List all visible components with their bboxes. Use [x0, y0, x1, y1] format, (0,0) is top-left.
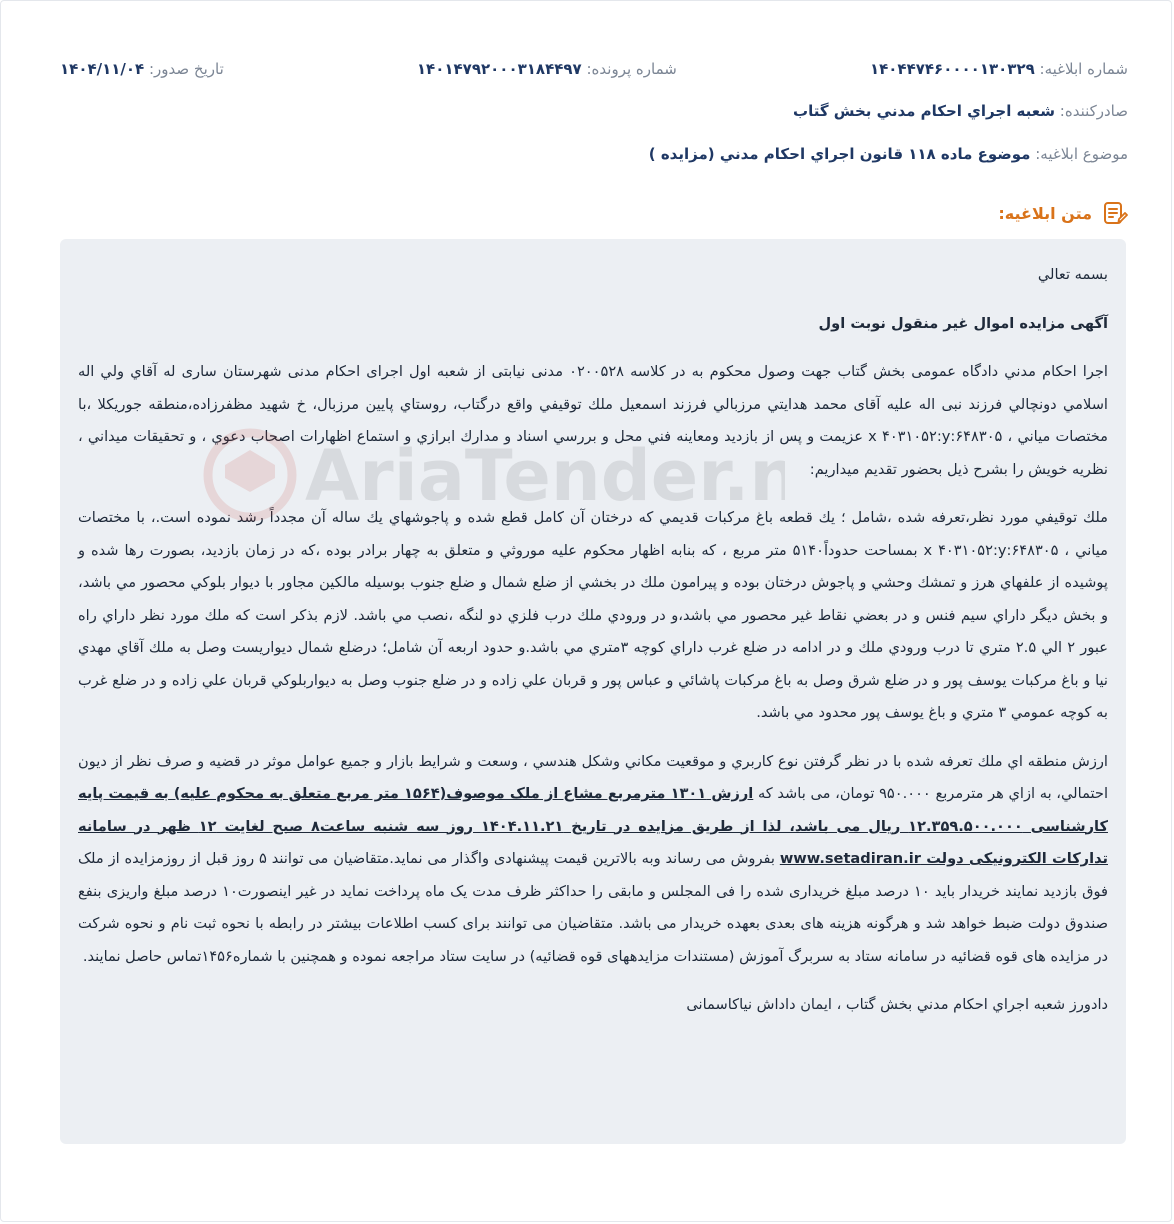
subject-row — [60, 142, 1128, 166]
auction-text-c: بفروش می رساند وبه بالاترین قیمت پیشنهادی واگذار می نماید.متقاضیان می توانند ۵ روز قبل از روزمزایده از ملک فوق بازدید نمایند خریدار باید ۱۰ درصد مبلغ خریداری شده را فی المجلس و مابقی را حداکثر ظرف مدت یک ماه پرداخت نماید در غیر اینصورت۱۰ درصد مبلغ واریزی بنفع صندوق دولت ضبط خواهد شد و هرگونه هزینه های بعدی بعهده خریدار می باشد. متقاضیان می توانند برای کسب اطلاعات بیشتر در رابطه با نحوه ثبت نام و نحوه شرکت در مزایده های قوه قضائیه در سامانه ستاد به سربرگ آموزش (مستندات مزایدههای قوه قضائیه) در سایت ستاد مراجعه نموده و همچنین با شماره۱۴۵۶تماس حاصل نمایند. — [78, 850, 1109, 965]
paragraph-auction — [78, 746, 1108, 974]
paragraph-intro: اجرا احكام مدني دادگاه عمومی بخش گتاب جهت وصول محکوم به در کلاسه ۰۲۰۰۵۲۸ مدنی نیابتی از شعبه اول اجرای احکام مدنی شهرستان ساری له آقاي ولي اله اسلامي دونچالي فرزند نبی اله علیه آقای محمد هدايتي مرزبالي فرزند اسمعيل ملك توقيفي واقع درگتاب، روستاي پايين مرزبال، خ شهيد مظفرزاده،منطقه جوريكلا ،با مختصات مياني ، ۶۴۸۳۰۵:x ۴۰۳۱۰۵۲:y عزيمت و پس از بازديد ومعاينه فني محل و بررسي اسناد و مدارك ابرازي و استماع اظهارات اصحاب دعوي ، و تحقيقات ميداني ، نظريه خويش را بشرح ذيل بحضور تقديم ميداريم: — [78, 363, 1108, 478]
notice-body — [60, 239, 1126, 1144]
notice-document-icon — [1100, 199, 1128, 227]
issue-date-label: تاريخ صدور: — [149, 60, 224, 78]
notice-heading — [998, 199, 1128, 227]
bismillah: بسمه تعالي — [1037, 266, 1108, 283]
notice-number-label: شماره ابلاغيه: — [1039, 60, 1128, 78]
signature: دادورز شعبه اجراي احکام مدني بخش گتاب ، ایمان داداش نیاکاسمانی — [686, 996, 1108, 1013]
case-number-field — [417, 57, 677, 81]
notice-number: ۱۴۰۴۴۷۴۶۰۰۰۰۱۳۰۳۲۹ — [869, 60, 1035, 78]
subject-label: موضوع ابلاغيه: — [1035, 145, 1128, 163]
notice-heading-text: متن ابلاغيه: — [998, 203, 1092, 223]
issue-date: ۱۴۰۴/۱۱/۰۴ — [60, 60, 145, 78]
issuer-label: صادرکننده: — [1059, 102, 1128, 120]
auction-price-terms: ارزش ۱۳۰۱ مترمربع مشاع از ملک موصوف(۱۵۶۴ متر مربع متعلق به محکوم علیه) به قیمت پایه کارشناسی ۱۲.۳۵۹.۵۰۰.۰۰۰ ریال می باشد، لذا از طریق مزایده در تاریخ ۱۴۰۴.۱۱.۲۱ روز سه شنبه ساعت۸ صبح لغایت ۱۲ ظهر در سامانه تدارکات الکترونیکی دولت www.setadiran.ir — [78, 785, 1108, 867]
issue-date-field — [60, 57, 224, 81]
subject: موضوع ماده ۱۱۸ قانون اجراي احکام مدني (مزايده ) — [648, 145, 1031, 163]
issuer-row — [60, 99, 1128, 123]
case-number-label: شماره پرونده: — [586, 60, 677, 78]
notice-meta-row — [60, 57, 1128, 81]
notice-number-field — [870, 57, 1128, 81]
notice-title: آگهی مزایده اموال غیر منقول نوبت اول — [818, 314, 1108, 332]
case-number: ۱۴۰۱۴۷۹۲۰۰۰۳۱۸۴۴۹۷ — [416, 60, 582, 78]
issuer: شعبه اجراي احکام مدني بخش گتاب — [793, 102, 1055, 120]
auction-text-a: ارزش منطقه اي ملك تعرفه شده با در نظر گرفتن نوع كاربري و موقعيت مكاني وشكل هندسي ، وسعت و شرايط بازار و جميع عوامل موثر در قضيه و صرف نظر از ديون احتمالي، به ازاي هر مترمربع ۹۵۰.۰۰۰ تومان، می باشد که — [78, 752, 1108, 802]
paragraph-property: ملك توقيفي مورد نظر،تعرفه شده ،شامل ؛ يك قطعه باغ مركبات قديمي كه درختان آن كامل قطع شده و پاجوشهاي يك ساله آن مجدداً رشد نموده است.، با مختصات مياني ، ۶۴۸۳۰۵:x ۴۰۳۱۰۵۲:y بمساحت حدوداً۵۱۴۰ متر مربع ، كه بنابه اظهار محكوم عليه موروثي و متعلق به چهار برادر بوده ،كه در زمان بازديد، بصورت رها شده و پوشيده از علفهاي هرز و تمشك وحشي و پاجوش درختان بوده و پيرامون ملك در بخشي از ضلع شمال و ضلع جنوب بوسيله مالكين مجاور با ديوار بلوكي محصور مي باشد، و بخش ديگر داراي سيم فنس و در بعضي نقاط غير محصور مي باشد،و در ورودي ملك درب فلزي دو لنگه ،نصب مي باشد. لازم بذكر است كه ملك مورد نظر داراي راه عبور ۲ الي ۲.۵ متري تا درب ورودي ملك و در ادامه در ضلع غرب داراي كوچه ۳متري مي باشد.و حدود اربعه آن شامل؛ درضلع شمال ديواريست وصل به ملك آقاي مهدي نيا و باغ مركبات يوسف پور و در ضلع شرق وصل به باغ مركبات پاشائي و عباس پور و قربان علي زاده و در ضلع جنوب وصل به ديواربلوكي قربان علي زاده و در ضلع غرب به كوچه عمومي ۳ متري و باغ يوسف پور محدود مي باشد. — [78, 509, 1108, 721]
